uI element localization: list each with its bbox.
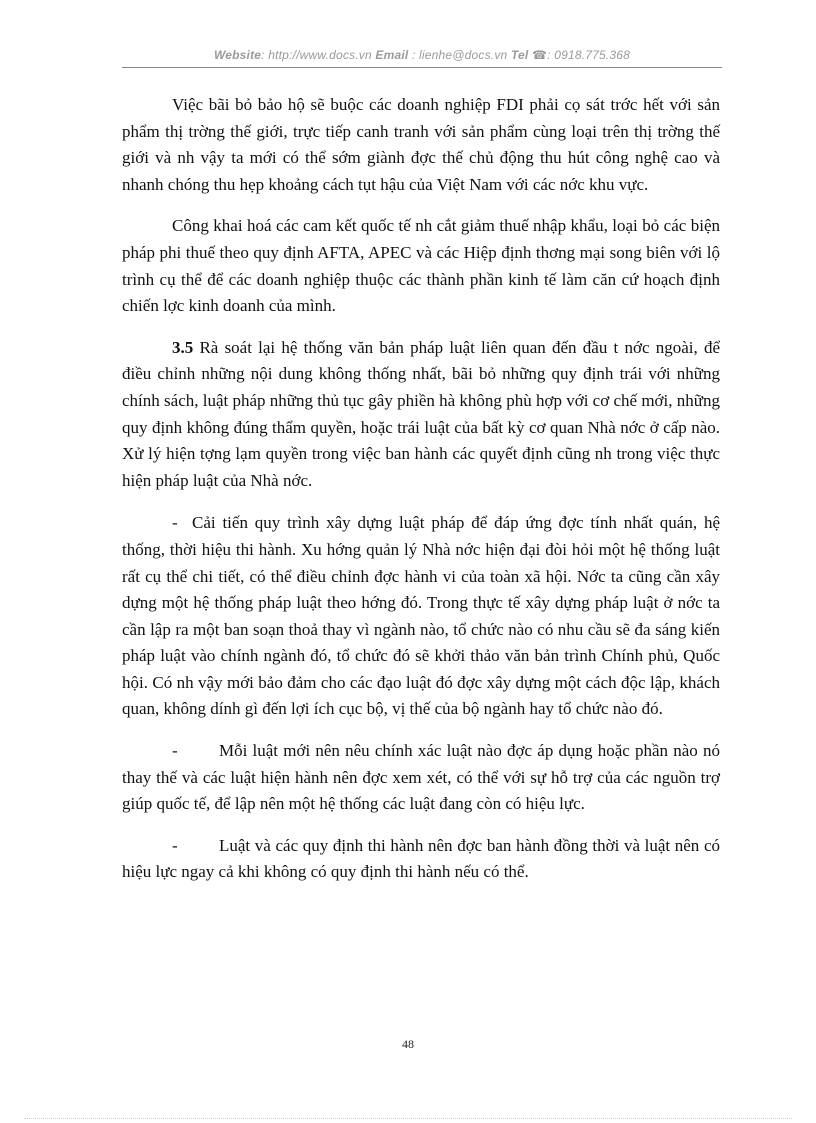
header-divider [122, 67, 722, 68]
section-number: 3.5 [172, 337, 194, 357]
website-label: Website [213, 48, 262, 62]
bullet-paragraph-2-text: Mỗi luật mới nên nêu chính xác luật nào đợc áp dụng hoặc phần nào nó thay thế và các luật hiện hành nên đợc xem xét, có thể với sự hỗ trợ của các nguồn trợ giúp quốc tế, để lập nên một hệ thống các luật đang còn có hiệu lực. [122, 741, 720, 814]
website-value: : http://www.docs.vn [261, 48, 372, 62]
bullet-dash: - [172, 835, 178, 855]
bullet-paragraph-1 [122, 510, 720, 723]
email-value: : lienhe@docs.vn [411, 48, 508, 62]
document-body [122, 92, 720, 901]
footer-divider [24, 1118, 792, 1119]
bullet-paragraph-3 [122, 833, 720, 886]
paragraph-3-5 [122, 335, 720, 495]
paragraph-3-5-text: Rà soát lại hệ thống văn bản pháp luật liên quan đến đầu t nớc ngoài, để điều chỉnh những nội dung không thống nhất, bãi bỏ những quy định trái với những chính sách, luật pháp những thủ tục gây phiền hà không phù hợp với cơ chế mới, những quy định không đúng thẩm quyền, hoặc trái luật của bất kỳ cơ quan Nhà nớc ở cấp nào. Xử lý hiện tợng lạm quyền trong việc ban hành các quyết định cũng nh trong việc thực hiện pháp luật của Nhà nớc. [122, 337, 720, 490]
bullet-dash: - [172, 513, 178, 533]
bullet-paragraph-3-text: Luật và các quy định thi hành nên đợc ban hành đồng thời và luật nên có hiệu lực ngay cả khi không có quy định thi hành nếu có thể. [122, 835, 720, 882]
paragraph-1: Việc bãi bỏ bảo hộ sẽ buộc các doanh nghiệp FDI phải cọ sát trớc hết với sản phẩm thị trờng thế giới, trực tiếp canh tranh với sản phẩm cùng loại trên thị trờng thế giới và nh vậy ta mới có thể sớm giành đợc thế chủ động thu hút công nghệ cao và nhanh chóng thu hẹp khoảng cách tụt hậu của Việt Nam với các nớc khu vực. [122, 95, 720, 194]
tel-label: Tel ☎ [510, 48, 548, 62]
tel-value: : 0918.775.368 [547, 48, 631, 62]
paragraph-2: Công khai hoá các cam kết quốc tế nh cắt giảm thuế nhập khẩu, loại bỏ các biện pháp phi thuế theo quy định AFTA, APEC và các Hiệp định thơng mại song biên với lộ trình cụ thể để các doanh nghiệp thuộc các thành phần kinh tế làm căn cứ hoạch định chiến lợc kinh doanh của mình. [122, 216, 720, 316]
bullet-paragraph-2 [122, 738, 720, 818]
page-number: 48 [402, 1037, 414, 1051]
bullet-dash: - [172, 741, 178, 761]
email-label: Email [375, 48, 409, 62]
page-header [122, 48, 722, 62]
bullet-paragraph-1-text: Cải tiến quy trình xây dựng luật pháp để đáp ứng đợc tính nhất quán, hệ thống, thời hiệu thi hành. Xu hớng quản lý Nhà nớc hiện đại đòi hỏi một hệ thống luật rất cụ thể chi tiết, có thể điều chỉnh đợc hành vi của toàn xã hội. Nớc ta cũng cần xây dựng một hệ thống pháp luật theo hớng đó. Trong thực tế xây dựng pháp luật ở nớc ta cần lập ra một ban soạn thoả thay vì ngành nào, tổ chức nào có nhu cầu sẽ đa sáng kiến pháp luật vào chính ngành đó, tổ chức đó sẽ khởi thảo văn bản trình Chính phủ, Quốc hội. Có nh vậy mới bảo đảm cho các đạo luật đó đợc xây dựng một cách độc lập, khách quan, không dính gì đến lợi ích cục bộ, vị thế của bộ ngành hay tổ chức nào đó. [122, 513, 720, 719]
